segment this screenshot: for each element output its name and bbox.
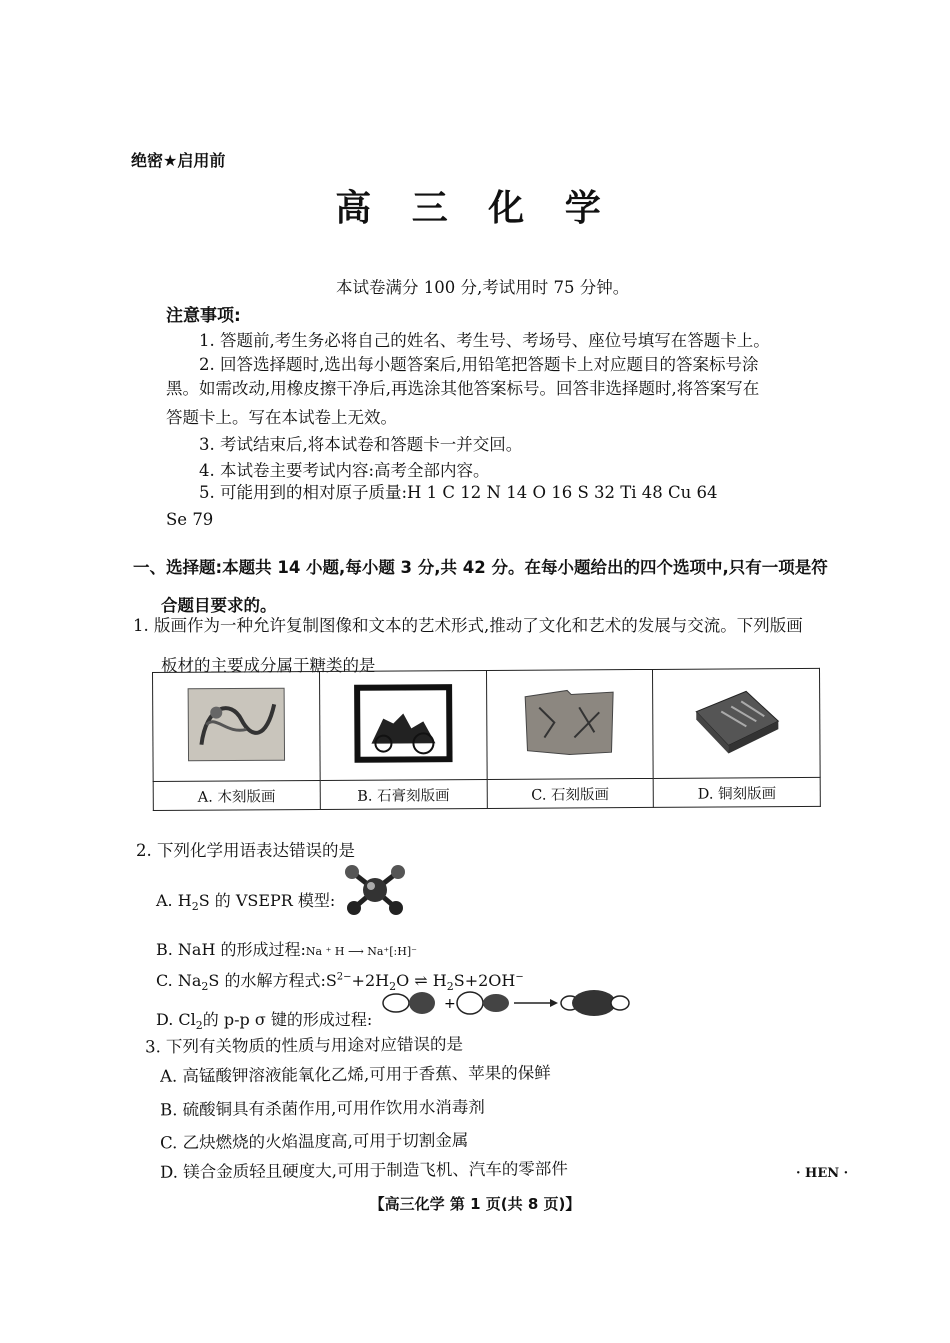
q2-a-prefix: A. H: [156, 891, 192, 910]
stone-image-cell: [486, 669, 653, 779]
woodcut-image-cell: [153, 671, 320, 781]
notice-item-4: 4. 本试卷主要考试内容:高考全部内容。: [199, 461, 490, 480]
woodcut-print-image: [186, 684, 286, 765]
q2-c-mid: S 的水解方程式:S: [208, 971, 337, 990]
exam-subtitle: 本试卷满分 100 分,考试用时 75 分钟。: [336, 278, 630, 297]
section-heading-b: 合题目要求的。: [161, 596, 277, 615]
paper-code: · HEN ·: [796, 1166, 849, 1181]
q3-option-d: D. 镁合金质轻且硬度大,可用于制造飞机、汽车的零部件: [159, 1159, 568, 1182]
q2-c-eq3: S+2OH: [453, 971, 516, 990]
q2-c-sub2: 2: [389, 980, 397, 994]
q2-option-a: [156, 888, 335, 913]
notice-item-2a: 2. 回答选择题时,选出每小题答案后,用铅笔把答题卡上对应题目的答案标号涂: [199, 355, 759, 374]
notice-item-3: 3. 考试结束后,将本试卷和答题卡一并交回。: [199, 435, 523, 454]
option-d-label: D. 铜刻版画: [653, 777, 820, 807]
q1-stem-a: 1. 版画作为一种允许复制图像和文本的艺术形式,推动了文化和艺术的发展与交流。下列版画: [133, 616, 803, 635]
copper-print-image: [686, 681, 786, 762]
q2-c-sub: 2: [201, 980, 209, 994]
q2-a-sub: 2: [191, 900, 199, 914]
q2-option-b: [156, 937, 417, 960]
q2-d-suffix: 的 p-p σ 键的形成过程:: [202, 1010, 373, 1029]
page-footer: 【高三化学 第 1 页(共 8 页)】: [369, 1195, 581, 1213]
confidential-mark: 绝密★启用前: [131, 151, 226, 170]
q1-stem-b: 板材的主要成分属于糖类的是: [161, 656, 376, 675]
q2-d-sub: 2: [195, 1019, 203, 1033]
exam-title: 高 三 化 学: [335, 188, 615, 229]
q2-c-prefix: C. Na: [156, 971, 202, 990]
option-c-label: C. 石刻版画: [487, 778, 654, 808]
q2-c-eq1: +2H: [351, 971, 390, 990]
vsepr-model-icon: [340, 862, 410, 918]
notice-item-1: 1. 答题前,考生务必将自己的姓名、考生号、考场号、座位号填写在答题卡上。: [199, 331, 770, 350]
section-heading-a: 一、选择题:本题共 14 小题,每小题 3 分,共 42 分。在每小题给出的四个选项中,只有一项是符: [133, 558, 828, 577]
q3-option-c: C. 乙炔燃烧的火焰温度高,可用于切割金属: [159, 1130, 469, 1153]
notice-item-2c: 答题卡上。写在本试卷上无效。: [166, 408, 397, 427]
q3-option-a: A. 高锰酸钾溶液能氧化乙烯,可用于香蕉、苹果的保鲜: [159, 1063, 551, 1086]
option-a-label: A. 木刻版画: [153, 780, 320, 810]
notice-item-2b: 黑。如需改动,用橡皮擦干净后,再选涂其他答案标号。回答非选择题时,将答案写在: [166, 379, 760, 398]
q2-c-sup2: −: [515, 971, 524, 983]
q2-d-prefix: D. Cl: [156, 1010, 196, 1029]
q2-b-prefix: B. NaH 的形成过程:: [156, 940, 306, 959]
q2-c-sub3: 2: [446, 980, 454, 994]
q2-stem: 2. 下列化学用语表达错误的是: [136, 841, 355, 860]
q2-option-d: [156, 1007, 372, 1032]
q2-c-sup1: 2−: [336, 971, 352, 983]
svg-text:+: +: [444, 996, 456, 1012]
q2-b-formula: Na ⁺ H ⟶ Na⁺[:H]⁻: [305, 945, 417, 958]
stone-print-image: [519, 682, 619, 763]
notice-heading: 注意事项:: [166, 306, 241, 326]
option-b-label: B. 石膏刻版画: [320, 779, 487, 809]
q2-a-suffix: S 的 VSEPR 模型:: [198, 891, 336, 910]
notice-item-5b: Se 79: [166, 510, 214, 529]
q1-image-table: [152, 668, 821, 811]
q3-stem: 3. 下列有关物质的性质与用途对应错误的是: [144, 1034, 464, 1057]
plaster-image-cell: [319, 670, 486, 780]
q2-c-eq2: O ⇌ H: [396, 971, 447, 990]
notice-item-5a: 5. 可能用到的相对原子质量:H 1 C 12 N 14 O 16 S 32 Ti 48 Cu 64: [199, 483, 718, 502]
plaster-print-image: [353, 683, 453, 764]
p-p-sigma-bond-diagram: [382, 988, 632, 1018]
copper-image-cell: [653, 668, 820, 778]
q3-option-b: B. 硫酸铜具有杀菌作用,可用作饮用水消毒剂: [159, 1097, 485, 1120]
